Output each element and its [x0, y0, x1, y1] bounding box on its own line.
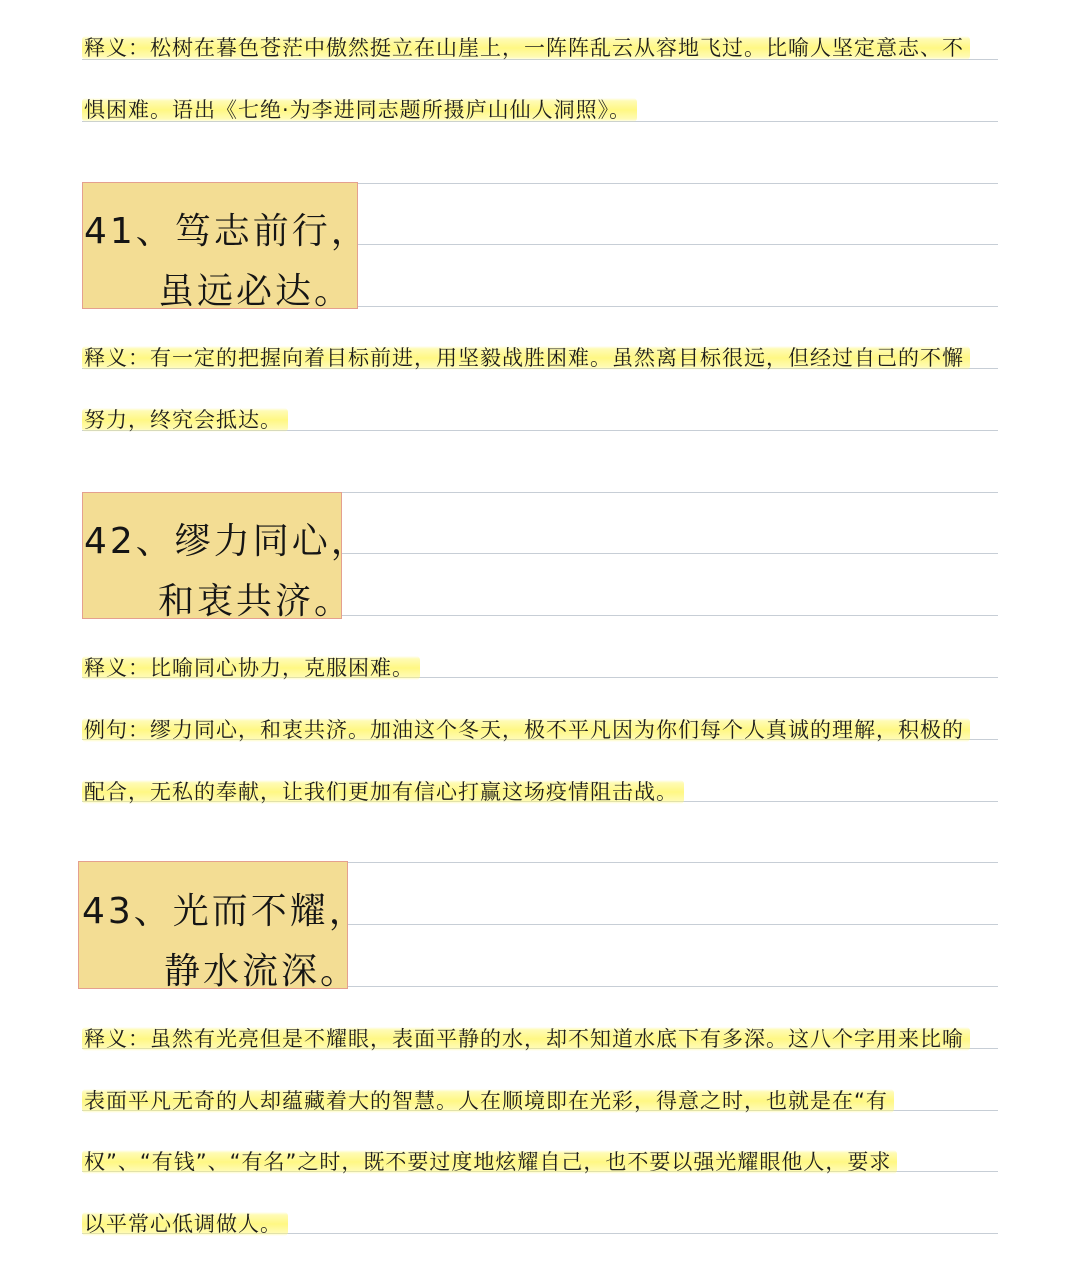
entry-42-title-line-1: 42、缪力同心， — [84, 521, 370, 562]
entry-43-explanation-line-2 — [82, 1086, 894, 1116]
intro-line-1 — [82, 33, 970, 63]
entry-42-title-line-2: 和衷共济。 — [158, 581, 354, 622]
entry-41-explanation-text-2: 努力，终究会抵达。 — [82, 408, 288, 432]
entry-43-explanation-line-1 — [82, 1024, 970, 1054]
entry-41-explanation-text-1: 释义：有一定的把握向着目标前进，用坚毅战胜困难。虽然离目标很远，但经过自己的不懈 — [82, 346, 970, 370]
entry-41-title-line-2: 虽远必达。 — [158, 271, 354, 312]
intro-text-2: 惧困难。语出《七绝·为李进同志题所摄庐山仙人洞照》。 — [82, 98, 637, 122]
entry-42-example-line-2 — [82, 777, 684, 807]
entry-43-explanation-text-1: 释义：虽然有光亮但是不耀眼，表面平静的水，却不知道水底下有多深。这八个字用来比喻 — [82, 1027, 970, 1051]
entry-43-explanation-line-3 — [82, 1147, 897, 1177]
entry-43-title-line-1: 43、光而不耀， — [82, 891, 368, 932]
entry-42-explanation-line-1 — [82, 653, 420, 683]
entry-41-explanation-line-2 — [82, 405, 288, 435]
entry-42-example-line-1 — [82, 715, 970, 745]
entry-41-title-line-1: 41、笃志前行， — [84, 211, 370, 252]
entry-43-explanation-text-4: 以平常心低调做人。 — [82, 1212, 288, 1236]
entry-43-explanation-text-3: 权”、“有钱”、“有名”之时，既不要过度地炫耀自己，也不要以强光耀眼他人，要求 — [82, 1150, 897, 1174]
entry-42-example-text-2: 配合，无私的奉献，让我们更加有信心打赢这场疫情阻击战。 — [82, 780, 684, 804]
entry-41-explanation-line-1 — [82, 343, 970, 373]
entry-43-explanation-line-4 — [82, 1209, 288, 1239]
entry-43-title-line-2: 静水流深。 — [164, 951, 360, 992]
entry-42-explanation-text-1: 释义：比喻同心协力，克服困难。 — [82, 656, 420, 680]
intro-line-2 — [82, 95, 637, 125]
entry-42-example-text-1: 例句：缪力同心，和衷共济。加油这个冬天，极不平凡因为你们每个人真诚的理解，积极的 — [82, 718, 970, 742]
entry-43-explanation-text-2: 表面平凡无奇的人却蕴藏着大的智慧。人在顺境即在光彩，得意之时，也就是在“有 — [82, 1089, 894, 1113]
intro-text-1: 释义：松树在暮色苍茫中傲然挺立在山崖上，一阵阵乱云从容地飞过。比喻人坚定意志、不 — [82, 36, 970, 60]
